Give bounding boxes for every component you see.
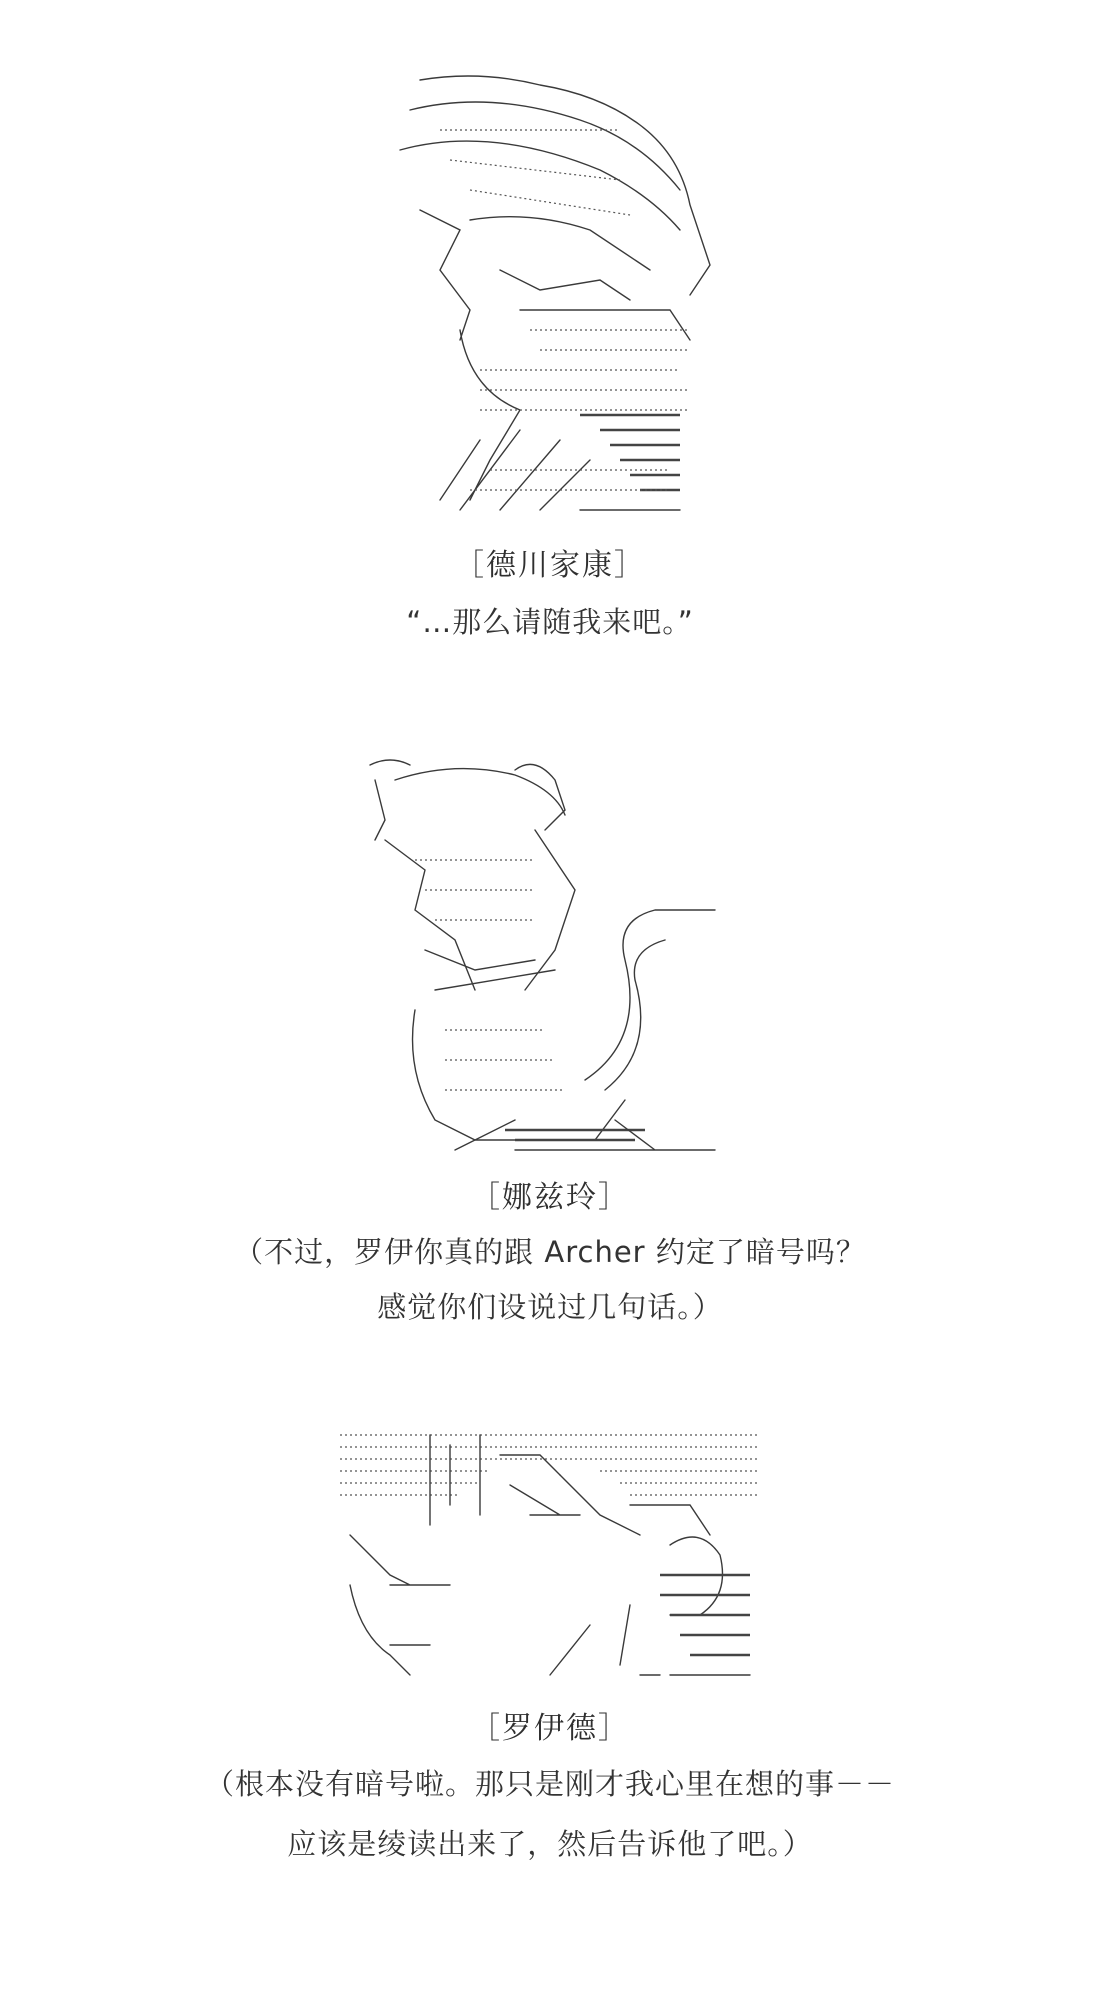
speaker-name: ［娜兹玲］	[470, 1180, 630, 1215]
dialogue-line: 感觉你们设说过几句话。）	[377, 1290, 723, 1324]
dialogue-line: （不过，罗伊你真的跟 Archer 约定了暗号吗？	[234, 1235, 866, 1269]
ascii-art-nazrin	[355, 750, 755, 1160]
speaker-name: ［德川家康］	[454, 548, 646, 583]
dialogue-line: （根本没有暗号啦。那只是刚才我心里在想的事－－	[204, 1767, 895, 1801]
dialogue-line: “…那么请随我来吧。”	[406, 605, 694, 639]
dialogue-line: 应该是绫读出来了，然后告诉他了吧。）	[287, 1827, 813, 1861]
ascii-art-roid	[330, 1425, 770, 1685]
ascii-art-tokugawa-ieyasu	[380, 70, 740, 520]
speaker-name: ［罗伊德］	[470, 1711, 630, 1746]
